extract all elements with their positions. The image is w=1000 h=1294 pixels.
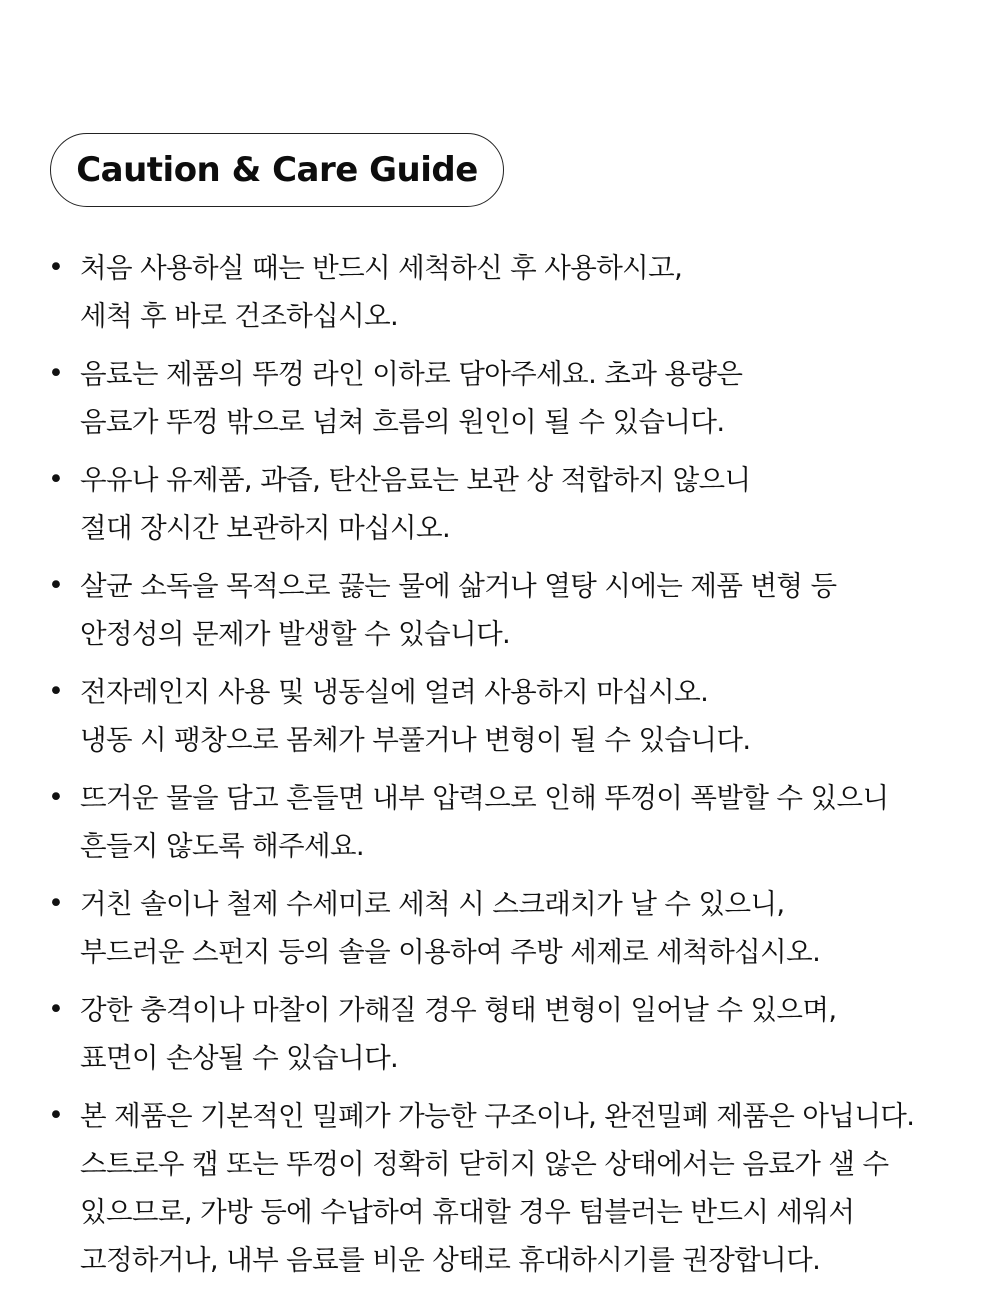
bullet-icon: • bbox=[48, 994, 64, 1025]
list-item bbox=[0, 774, 1000, 870]
list-item-text-line: 표면이 손상될 수 있습니다. bbox=[80, 1042, 399, 1074]
list-item bbox=[0, 1092, 1000, 1284]
list-item-text-line: 전자레인지 사용 및 냉동실에 얼려 사용하지 마십시오. bbox=[80, 676, 709, 708]
list-item bbox=[0, 456, 1000, 552]
list-item-text-line: 음료가 뚜껑 밖으로 넘쳐 흐름의 원인이 될 수 있습니다. bbox=[80, 406, 725, 438]
bullet-icon: • bbox=[48, 252, 64, 283]
list-item-text-line: 거친 솔이나 철제 수세미로 세척 시 스크래치가 날 수 있으니, bbox=[80, 888, 785, 920]
bullet-icon: • bbox=[48, 782, 64, 813]
list-item-text-line: 흔들지 않도록 해주세요. bbox=[80, 830, 365, 862]
bullet-icon: • bbox=[48, 676, 64, 707]
list-item bbox=[0, 562, 1000, 658]
page-title: Caution & Care Guide bbox=[76, 150, 478, 190]
bullet-icon: • bbox=[48, 358, 64, 389]
bullet-icon: • bbox=[48, 570, 64, 601]
list-item-text-line: 고정하거나, 내부 음료를 비운 상태로 휴대하시기를 권장합니다. bbox=[80, 1244, 821, 1276]
list-item bbox=[0, 244, 1000, 340]
list-item bbox=[0, 880, 1000, 976]
list-item-text-line: 냉동 시 팽창으로 몸체가 부풀거나 변형이 될 수 있습니다. bbox=[80, 724, 751, 756]
bullet-icon: • bbox=[48, 464, 64, 495]
list-item bbox=[0, 668, 1000, 764]
list-item-text-line: 절대 장시간 보관하지 마십시오. bbox=[80, 512, 451, 544]
bullet-icon: • bbox=[48, 888, 64, 919]
caution-list bbox=[0, 244, 1000, 1294]
list-item-text-line: 부드러운 스펀지 등의 솔을 이용하여 주방 세제로 세척하십시오. bbox=[80, 936, 821, 968]
list-item-text-line: 본 제품은 기본적인 밀폐가 가능한 구조이나, 완전밀폐 제품은 아닙니다. bbox=[80, 1100, 915, 1132]
list-item-text-line: 스트로우 캡 또는 뚜껑이 정확히 닫히지 않은 상태에서는 음료가 샐 수 bbox=[80, 1148, 889, 1180]
list-item-text-line: 안정성의 문제가 발생할 수 있습니다. bbox=[80, 618, 511, 650]
list-item-text-line: 살균 소독을 목적으로 끓는 물에 삶거나 열탕 시에는 제품 변형 등 bbox=[80, 570, 837, 602]
list-item-text-line: 강한 충격이나 마찰이 가해질 경우 형태 변형이 일어날 수 있으며, bbox=[80, 994, 837, 1026]
bullet-icon: • bbox=[48, 1100, 64, 1131]
list-item-text-line: 세척 후 바로 건조하십시오. bbox=[80, 300, 399, 332]
list-item-text-line: 우유나 유제품, 과즙, 탄산음료는 보관 상 적합하지 않으니 bbox=[80, 464, 751, 496]
list-item-text-line: 처음 사용하실 때는 반드시 세척하신 후 사용하시고, bbox=[80, 252, 683, 284]
list-item-text-line: 있으므로, 가방 등에 수납하여 휴대할 경우 텀블러는 반드시 세워서 bbox=[80, 1196, 855, 1228]
title-badge bbox=[50, 133, 504, 207]
list-item-text-line: 음료는 제품의 뚜껑 라인 이하로 담아주세요. 초과 용량은 bbox=[80, 358, 743, 390]
list-item bbox=[0, 350, 1000, 446]
list-item bbox=[0, 986, 1000, 1082]
list-item-text-line: 뜨거운 물을 담고 흔들면 내부 압력으로 인해 뚜껑이 폭발할 수 있으니 bbox=[80, 782, 889, 814]
